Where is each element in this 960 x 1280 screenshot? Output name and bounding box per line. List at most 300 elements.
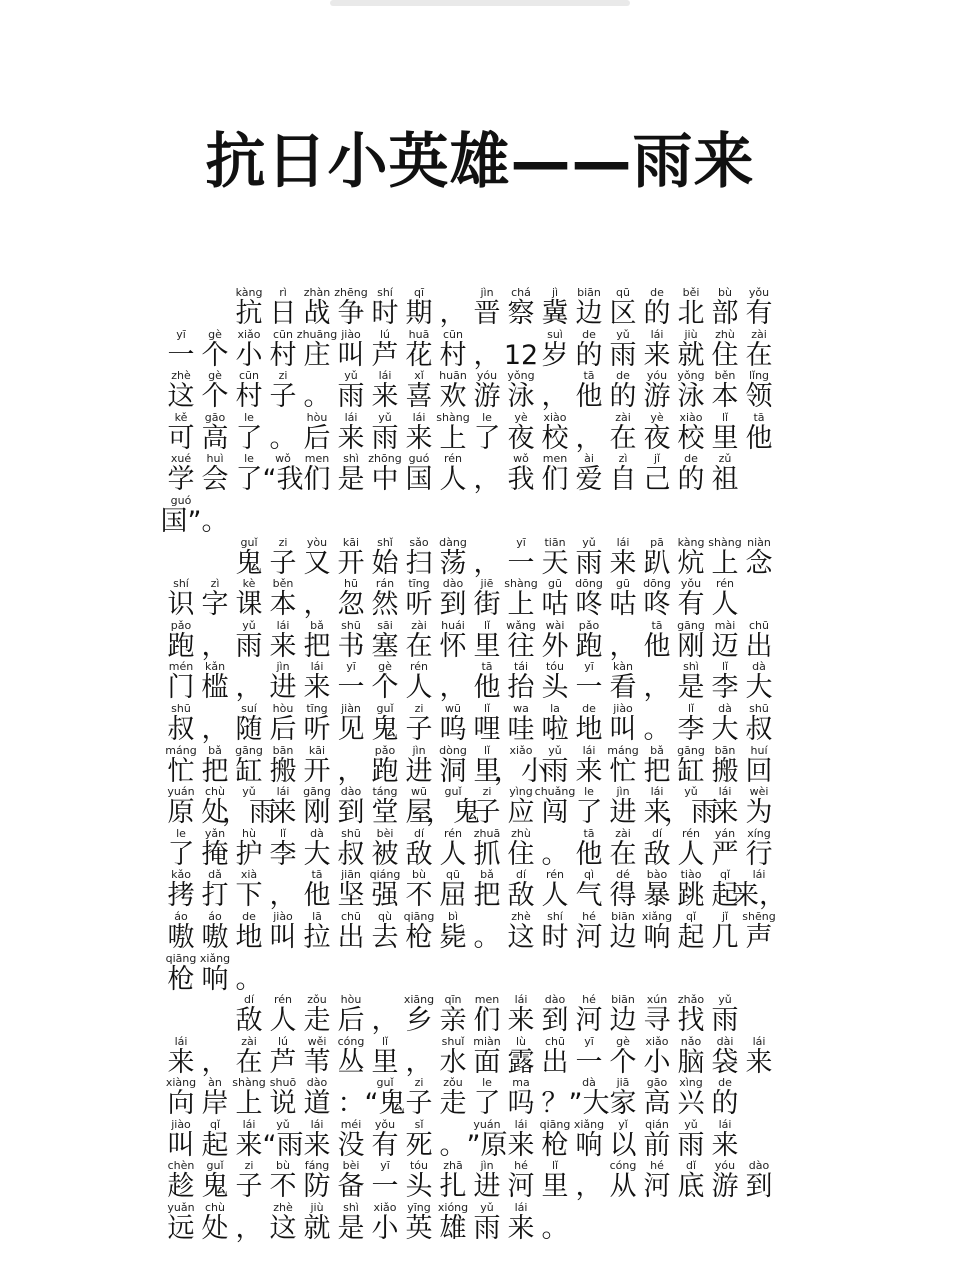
char-cell bbox=[640, 1035, 674, 1077]
pinyin: le bbox=[244, 410, 254, 424]
text-line bbox=[164, 1118, 784, 1160]
hanzi: 边 bbox=[609, 921, 637, 953]
text-line bbox=[164, 619, 784, 661]
char-cell bbox=[300, 411, 334, 453]
hanzi: 亲 bbox=[439, 1005, 467, 1037]
char-cell bbox=[368, 910, 402, 952]
hanzi: 村 bbox=[235, 381, 263, 413]
char-cell bbox=[538, 411, 572, 453]
char-cell bbox=[368, 1201, 402, 1243]
hanzi: 搬 bbox=[269, 755, 297, 787]
pinyin: qiáng bbox=[369, 868, 401, 882]
char-cell bbox=[402, 868, 436, 910]
char-cell bbox=[572, 785, 606, 827]
hanzi: 课 bbox=[235, 589, 263, 621]
char-cell bbox=[708, 1076, 742, 1118]
pinyin: gè bbox=[378, 660, 392, 674]
hanzi: 察 bbox=[507, 298, 535, 329]
char-cell bbox=[572, 619, 606, 661]
hanzi: 咕 bbox=[541, 589, 569, 621]
pinyin: xìng bbox=[679, 1076, 703, 1090]
pinyin: bān bbox=[272, 743, 294, 757]
hanzi: 堂 bbox=[371, 797, 399, 829]
pinyin: rén bbox=[443, 826, 463, 840]
hanzi: 敌 bbox=[235, 1005, 263, 1037]
hanzi: 行 bbox=[745, 838, 773, 870]
char-cell bbox=[640, 411, 674, 453]
hanzi: ，鬼 bbox=[426, 797, 480, 829]
char-cell bbox=[606, 1035, 640, 1077]
hanzi: 村 bbox=[269, 339, 297, 371]
pinyin: guǐ bbox=[376, 701, 394, 715]
pinyin: tā bbox=[651, 618, 663, 632]
pinyin: yī bbox=[176, 327, 186, 341]
pinyin: jiào bbox=[171, 1117, 191, 1131]
pinyin: lái bbox=[174, 1034, 188, 1048]
char-cell bbox=[402, 619, 436, 661]
hanzi: 期 bbox=[405, 298, 433, 329]
pinyin: xiǎo bbox=[509, 743, 533, 757]
pinyin: wǎng bbox=[506, 618, 536, 632]
pinyin: dào bbox=[340, 785, 362, 799]
char-cell bbox=[742, 744, 776, 786]
hanzi: 日 bbox=[269, 298, 297, 329]
hanzi: 里 bbox=[371, 1046, 399, 1078]
pinyin: gāo bbox=[204, 410, 226, 424]
pinyin: gè bbox=[208, 369, 222, 383]
char-cell bbox=[504, 868, 538, 910]
char-cell bbox=[198, 577, 232, 619]
hanzi: 嗷 bbox=[167, 921, 195, 953]
hanzi: 响 bbox=[201, 963, 229, 995]
pinyin: shàng bbox=[504, 577, 538, 591]
char-cell bbox=[606, 286, 640, 328]
hanzi: 抗 bbox=[235, 298, 263, 329]
hanzi: 搬 bbox=[711, 755, 739, 787]
hanzi: 声 bbox=[745, 921, 773, 953]
char-cell bbox=[504, 328, 538, 370]
hanzi: 枪 bbox=[405, 921, 433, 953]
hanzi: 乡 bbox=[405, 1005, 433, 1037]
pinyin: wèi bbox=[749, 785, 769, 799]
hanzi: 村 bbox=[439, 339, 467, 371]
hanzi: 家 bbox=[609, 1088, 637, 1120]
char-cell bbox=[470, 785, 504, 827]
pinyin: lái bbox=[242, 1117, 256, 1131]
char-cell bbox=[538, 744, 572, 786]
pinyin: tā bbox=[583, 826, 595, 840]
char-cell bbox=[494, 743, 548, 787]
pinyin: yǒu bbox=[680, 577, 702, 591]
hanzi: 忽 bbox=[337, 589, 365, 621]
pinyin: qián bbox=[645, 1117, 669, 1131]
pinyin: le bbox=[482, 1076, 492, 1090]
pinyin: shàng bbox=[232, 1076, 266, 1090]
char-cell bbox=[402, 660, 436, 702]
pinyin: hòu bbox=[272, 701, 294, 715]
hanzi: 里 bbox=[473, 630, 501, 662]
hanzi: 暴 bbox=[643, 880, 671, 912]
hanzi: 来 bbox=[711, 797, 739, 829]
text-line bbox=[164, 744, 784, 786]
char-cell bbox=[198, 452, 232, 494]
hanzi: 国 bbox=[405, 464, 433, 496]
pinyin: xún bbox=[646, 993, 668, 1007]
pinyin: jìn bbox=[276, 660, 290, 674]
pinyin: zi bbox=[244, 1159, 254, 1173]
char-cell bbox=[436, 411, 470, 453]
hanzi: 他 bbox=[745, 422, 773, 454]
char-cell bbox=[538, 660, 572, 702]
hanzi: ， bbox=[575, 1171, 603, 1203]
text-line bbox=[164, 952, 784, 994]
text-line bbox=[164, 577, 784, 619]
hanzi: 底 bbox=[677, 1171, 705, 1203]
hanzi: 李 bbox=[269, 838, 297, 870]
hanzi: 刚 bbox=[677, 630, 705, 662]
pinyin: yīng bbox=[407, 1201, 431, 1215]
pinyin: hòu bbox=[306, 410, 328, 424]
hanzi: 雨 bbox=[235, 630, 263, 662]
hanzi: 来 bbox=[507, 1005, 535, 1037]
char-cell bbox=[266, 577, 300, 619]
char-cell bbox=[606, 411, 640, 453]
char-cell bbox=[436, 910, 470, 952]
char-cell bbox=[402, 1118, 436, 1160]
pinyin: zhēng bbox=[334, 286, 368, 299]
pinyin: lái bbox=[310, 660, 324, 674]
hanzi: 可 bbox=[167, 422, 195, 454]
hanzi: 趴 bbox=[643, 547, 671, 579]
hanzi: 向 bbox=[167, 1088, 195, 1120]
char-cell bbox=[708, 910, 742, 952]
pinyin: lái bbox=[344, 410, 358, 424]
char-cell bbox=[436, 452, 470, 494]
hanzi: 没 bbox=[337, 1129, 365, 1161]
hanzi: 识 bbox=[167, 589, 195, 621]
char-cell bbox=[504, 1201, 538, 1243]
hanzi: 不 bbox=[405, 880, 433, 912]
hanzi: 岁 bbox=[541, 339, 569, 371]
char-cell bbox=[334, 993, 368, 1035]
pinyin: tā bbox=[753, 410, 765, 424]
hanzi: 又 bbox=[303, 547, 331, 579]
hanzi: 小 bbox=[235, 339, 263, 371]
pinyin: suì bbox=[547, 327, 563, 341]
hanzi: 去 bbox=[371, 921, 399, 953]
char-cell bbox=[334, 1159, 368, 1201]
hanzi: 闯 bbox=[541, 797, 569, 829]
char-cell bbox=[334, 1201, 368, 1243]
char-cell bbox=[266, 744, 300, 786]
pinyin: lǐ bbox=[381, 1034, 389, 1048]
char-cell bbox=[164, 660, 198, 702]
hanzi: 欢 bbox=[439, 381, 467, 413]
pinyin: lái bbox=[412, 410, 426, 424]
hanzi: 上 bbox=[235, 1088, 263, 1120]
hanzi: 坚 bbox=[337, 880, 365, 912]
char-cell bbox=[742, 286, 776, 328]
pinyin: yǔ bbox=[276, 1117, 290, 1131]
pinyin: rén bbox=[715, 577, 735, 591]
pinyin: kāi bbox=[308, 743, 326, 757]
char-cell bbox=[538, 868, 572, 910]
char-cell bbox=[334, 369, 368, 411]
char-cell bbox=[674, 577, 708, 619]
hanzi: 来 bbox=[303, 672, 331, 704]
char-cell bbox=[606, 744, 640, 786]
char-cell bbox=[708, 1035, 742, 1077]
char-cell bbox=[674, 411, 708, 453]
pinyin: bèi bbox=[376, 826, 394, 840]
hanzi: 个 bbox=[201, 381, 229, 413]
char-cell bbox=[606, 328, 640, 370]
char-cell bbox=[232, 660, 266, 702]
pinyin: dà bbox=[310, 826, 324, 840]
hanzi: 呜 bbox=[439, 713, 467, 745]
hanzi: 咕 bbox=[609, 589, 637, 621]
hanzi: 地 bbox=[235, 921, 263, 953]
char-cell bbox=[266, 369, 300, 411]
pinyin: dài bbox=[716, 1034, 734, 1048]
hanzi: 屋 bbox=[405, 797, 433, 829]
pinyin: rì bbox=[279, 286, 287, 299]
pinyin: zhǎo bbox=[677, 993, 705, 1007]
hanzi: ： bbox=[337, 1088, 365, 1120]
hanzi: 嗷 bbox=[201, 921, 229, 953]
hanzi: 面 bbox=[473, 1046, 501, 1078]
hanzi: 见 bbox=[337, 713, 365, 745]
hanzi: 进 bbox=[269, 672, 297, 704]
char-cell bbox=[708, 577, 742, 619]
hanzi: 护 bbox=[235, 838, 263, 870]
hanzi: 战 bbox=[303, 298, 331, 329]
char-cell bbox=[538, 1076, 572, 1118]
hanzi: 露 bbox=[507, 1046, 535, 1078]
char-cell bbox=[402, 1076, 436, 1118]
char-cell bbox=[334, 452, 368, 494]
char-cell bbox=[368, 744, 402, 786]
char-cell bbox=[368, 868, 402, 910]
char-cell bbox=[640, 1076, 674, 1118]
pinyin: bǎ bbox=[310, 618, 324, 632]
pinyin: dí bbox=[243, 993, 255, 1007]
pinyin: qǐ bbox=[719, 868, 731, 882]
char-cell bbox=[674, 868, 708, 910]
char-cell bbox=[504, 660, 538, 702]
char-cell bbox=[368, 1118, 402, 1160]
hanzi: 洞 bbox=[439, 755, 467, 787]
pinyin: kàng bbox=[677, 535, 705, 549]
hanzi: 街 bbox=[473, 589, 501, 621]
pinyin: tīng bbox=[306, 701, 328, 715]
char-cell bbox=[232, 1118, 266, 1160]
pinyin: jìn bbox=[616, 785, 630, 799]
pinyin: suí bbox=[241, 701, 257, 715]
pinyin: xiǎo bbox=[645, 1034, 669, 1048]
hanzi: 在 bbox=[405, 630, 433, 662]
char-cell bbox=[198, 1076, 232, 1118]
hanzi: 外 bbox=[541, 630, 569, 662]
hanzi: “我 bbox=[262, 464, 304, 496]
pinyin: hòu bbox=[340, 993, 362, 1007]
pinyin: rén bbox=[273, 993, 293, 1007]
char-cell bbox=[164, 577, 198, 619]
char-cell bbox=[364, 1076, 406, 1120]
char-cell bbox=[470, 660, 504, 702]
hanzi: 始 bbox=[371, 547, 399, 579]
pinyin: áo bbox=[174, 909, 188, 923]
pinyin: yè bbox=[650, 410, 664, 424]
char-cell bbox=[164, 785, 198, 827]
char-cell bbox=[538, 286, 572, 328]
hanzi: 头 bbox=[541, 672, 569, 704]
char-cell bbox=[402, 910, 436, 952]
char-cell bbox=[266, 328, 300, 370]
hanzi: 走 bbox=[439, 1088, 467, 1120]
char-cell bbox=[334, 1118, 368, 1160]
pinyin: qiāng bbox=[403, 909, 435, 923]
char-cell bbox=[436, 660, 470, 702]
pinyin: biān bbox=[611, 909, 635, 923]
hanzi: 应 bbox=[507, 797, 535, 829]
char-cell bbox=[640, 1159, 674, 1201]
pinyin: biān bbox=[577, 286, 601, 299]
hanzi: 的 bbox=[643, 298, 671, 329]
char-cell bbox=[300, 1035, 334, 1077]
char-cell bbox=[732, 868, 786, 912]
char-cell bbox=[606, 619, 640, 661]
text-line bbox=[164, 1159, 784, 1201]
text-line bbox=[164, 785, 784, 827]
hanzi: 原 bbox=[167, 797, 195, 829]
pinyin: lǐ bbox=[687, 701, 695, 715]
hanzi: 来 bbox=[507, 1129, 535, 1161]
pinyin: huái bbox=[441, 618, 465, 632]
hanzi: 鬼 bbox=[235, 547, 263, 579]
char-cell bbox=[266, 1201, 300, 1243]
hanzi: 喜 bbox=[405, 381, 433, 413]
hanzi: 中 bbox=[371, 464, 399, 496]
pinyin: lái bbox=[650, 785, 664, 799]
char-cell bbox=[198, 369, 232, 411]
pinyin: lǐ bbox=[721, 660, 729, 674]
text-line bbox=[164, 702, 784, 744]
hanzi: 缸 bbox=[677, 755, 705, 787]
hanzi: 争 bbox=[337, 298, 365, 329]
pinyin: gāng bbox=[677, 618, 705, 632]
char-cell bbox=[368, 785, 402, 827]
char-cell bbox=[334, 1035, 368, 1077]
pinyin: kǎn bbox=[204, 660, 226, 674]
pinyin: yī bbox=[380, 1159, 390, 1173]
pinyin: shí bbox=[377, 286, 393, 299]
char-cell bbox=[436, 1118, 470, 1160]
hanzi: 叔 bbox=[745, 713, 773, 745]
char-cell bbox=[368, 660, 402, 702]
char-cell bbox=[436, 1159, 470, 1201]
char-cell bbox=[640, 868, 674, 910]
char-cell bbox=[232, 369, 266, 411]
char-cell bbox=[334, 868, 368, 910]
hanzi: 时 bbox=[541, 921, 569, 953]
hanzi: 字 bbox=[201, 589, 229, 621]
char-cell bbox=[266, 702, 300, 744]
char-cell bbox=[606, 577, 640, 619]
hanzi: 敌 bbox=[507, 880, 535, 912]
pinyin: biān bbox=[611, 993, 635, 1007]
hanzi: 了 bbox=[575, 797, 603, 829]
hanzi: ， bbox=[643, 672, 671, 704]
char-cell bbox=[300, 785, 334, 827]
hanzi: 处 bbox=[201, 797, 229, 829]
hanzi: 来 bbox=[269, 630, 297, 662]
hanzi: ， bbox=[201, 630, 229, 662]
char-cell bbox=[368, 536, 402, 578]
pinyin: bù bbox=[412, 868, 426, 882]
pinyin: kàng bbox=[235, 286, 263, 299]
pinyin: yī bbox=[346, 660, 356, 674]
hanzi: 炕 bbox=[677, 547, 705, 579]
hanzi: 河 bbox=[643, 1171, 671, 1203]
pinyin: xiǎo bbox=[373, 1201, 397, 1215]
hanzi: 个 bbox=[201, 339, 229, 371]
char-cell bbox=[334, 660, 368, 702]
hanzi: 找 bbox=[677, 1005, 705, 1037]
hanzi: 了 bbox=[473, 1088, 501, 1120]
hanzi: “鬼 bbox=[364, 1088, 406, 1120]
char-cell bbox=[538, 1159, 572, 1201]
char-cell bbox=[436, 536, 470, 578]
char-cell bbox=[640, 910, 674, 952]
char-cell bbox=[164, 452, 198, 494]
hanzi: 忙 bbox=[167, 755, 195, 787]
char-cell bbox=[164, 1118, 198, 1160]
char-cell bbox=[568, 1076, 610, 1120]
hanzi: 雨 bbox=[711, 1005, 739, 1037]
pinyin: zì bbox=[210, 577, 220, 591]
char-cell bbox=[504, 1035, 538, 1077]
hanzi: 了 bbox=[167, 838, 195, 870]
pinyin: yóu bbox=[476, 369, 498, 383]
hanzi: 住 bbox=[507, 838, 535, 870]
pinyin: dà bbox=[752, 660, 766, 674]
pinyin: shí bbox=[173, 577, 189, 591]
text-line bbox=[164, 1076, 784, 1118]
char-cell bbox=[164, 744, 198, 786]
document-title: 抗日小英雄——雨来 bbox=[205, 127, 755, 197]
char-cell bbox=[674, 1035, 708, 1077]
char-cell bbox=[436, 286, 470, 328]
pinyin: wǒ bbox=[513, 452, 529, 466]
char-cell bbox=[402, 1035, 436, 1077]
hanzi: 一 bbox=[507, 547, 535, 579]
hanzi: 来 bbox=[269, 797, 297, 829]
char-cell bbox=[674, 827, 708, 869]
pinyin: yǒu bbox=[374, 1117, 396, 1131]
hanzi: 从 bbox=[609, 1171, 637, 1203]
char-cell bbox=[572, 536, 606, 578]
char-cell bbox=[606, 785, 640, 827]
char-cell bbox=[232, 577, 266, 619]
pinyin: tiān bbox=[544, 535, 566, 549]
hanzi: 把 bbox=[303, 630, 331, 662]
hanzi: 往 bbox=[507, 630, 535, 662]
pinyin: men bbox=[542, 452, 568, 466]
char-cell bbox=[368, 328, 402, 370]
char-cell bbox=[402, 827, 436, 869]
char-cell bbox=[402, 993, 436, 1035]
